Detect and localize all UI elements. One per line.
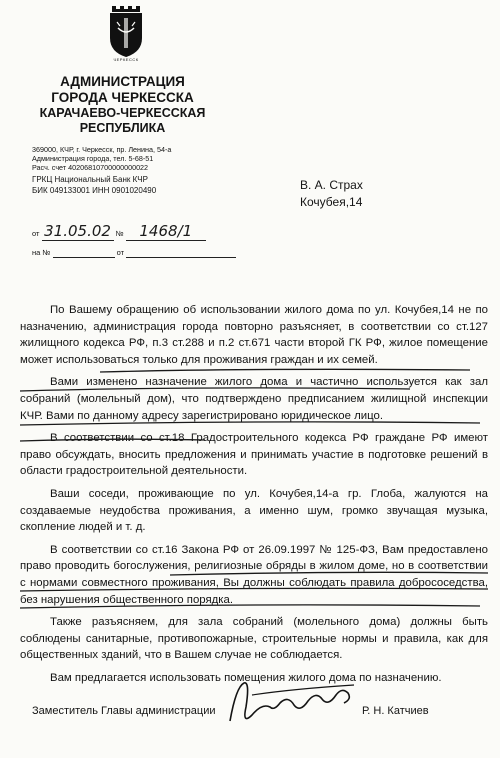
paragraph-1: По Вашему обращению об использовании жилого дома по ул. Кочубея,14 не по назначению, администрация города повторно разъясняет, в соответствии со ст.127 жилищного кодекса РФ, п.3 ст.288 и п.2 ст.671 части второй ГК РФ, жилое помещение может использоваться только для проживания граждан и их семей.: [20, 304, 488, 366]
city-coat-of-arms-icon: [108, 6, 144, 58]
letter-body: [20, 302, 488, 692]
number-prefix: №: [115, 229, 124, 238]
reply-to-from-prefix: от: [116, 248, 125, 257]
outgoing-reference: [32, 222, 206, 241]
bank-line2: БИК 049133001 ИНН 0901020490: [32, 186, 157, 195]
address-line2: Администрация города, тел. 5-68-51: [32, 154, 154, 163]
address-line1: 369000, КЧР, г. Черкесск, пр. Ленина, 54-а: [32, 145, 172, 154]
from-prefix: от: [32, 229, 40, 238]
paragraph-6: Также разъясняем, для зала собраний (молельного дома) должны быть соблюдены санитарные, противопожарные, строительные нормы и правила, как для общественных зданий, что в Вашем случае не соблюдается.: [20, 616, 488, 662]
incoming-reference: [32, 248, 236, 258]
paragraph-7: Вам предлагается использовать помещения жилого дома по назначению.: [50, 671, 442, 684]
paragraph-3: В соответствии со ст.18 Градостроительного кодекса РФ граждане РФ имеют право обсуждать, вносить предложения и принимать участие в подготовке решений в области градостроительной деятельности.: [20, 432, 488, 478]
outgoing-number: 1468/1: [126, 222, 206, 241]
outgoing-date: 31.05.02: [42, 222, 114, 241]
reply-to-prefix: на №: [32, 248, 51, 257]
paragraph-5: В соответствии со ст.16 Закона РФ от 26.09.1997 № 125-ФЗ, Вам предоставлено право проводить богослужения, религиозные обряды в жилом доме, но в соответствии с нормами совместного проживания, Вы должны соблюдать правила добрососедства, без нарушения общественного порядка.: [20, 543, 488, 606]
org-name-line4: РЕСПУБЛИКА: [79, 121, 166, 135]
paragraph-2: Вами изменено назначение жилого дома и частично используется как зал собраний (молельный дом), что подтверждено предписанием жилищной инспекции КЧР. Вами по данному адресу зарегистрировано юридическое лицо.: [20, 376, 488, 422]
recipient-name: В. А. Страх: [300, 178, 363, 192]
org-name-line1: АДМИНИСТРАЦИЯ: [60, 74, 185, 89]
emblem-caption: ЧЕРКЕССК: [113, 57, 139, 62]
reply-to-number-blank: [53, 248, 115, 258]
signatory-name: Р. Н. Катчиев: [362, 705, 429, 717]
reply-to-date-blank: [126, 248, 236, 258]
signatory-title: Заместитель Главы администрации: [32, 705, 216, 717]
paragraph-4: Ваши соседи, проживающие по ул. Кочубея,14-а гр. Глоба, жалуются на создаваемые неудобства проживания, а именно шум, громко звучащая музыка, скопление людей и т. д.: [20, 487, 488, 534]
bank-line1: ГРКЦ Национальный Банк КЧР: [32, 175, 148, 184]
org-name-line3: КАРАЧАЕВО-ЧЕРКЕССКАЯ: [39, 106, 206, 120]
address-line3: Расч. счет 40206810700000000022: [32, 163, 149, 172]
handwritten-signature: [222, 677, 362, 729]
recipient-address: Кочубея,14: [300, 195, 363, 209]
org-name-line2: ГОРОДА ЧЕРКЕССКА: [51, 90, 194, 105]
